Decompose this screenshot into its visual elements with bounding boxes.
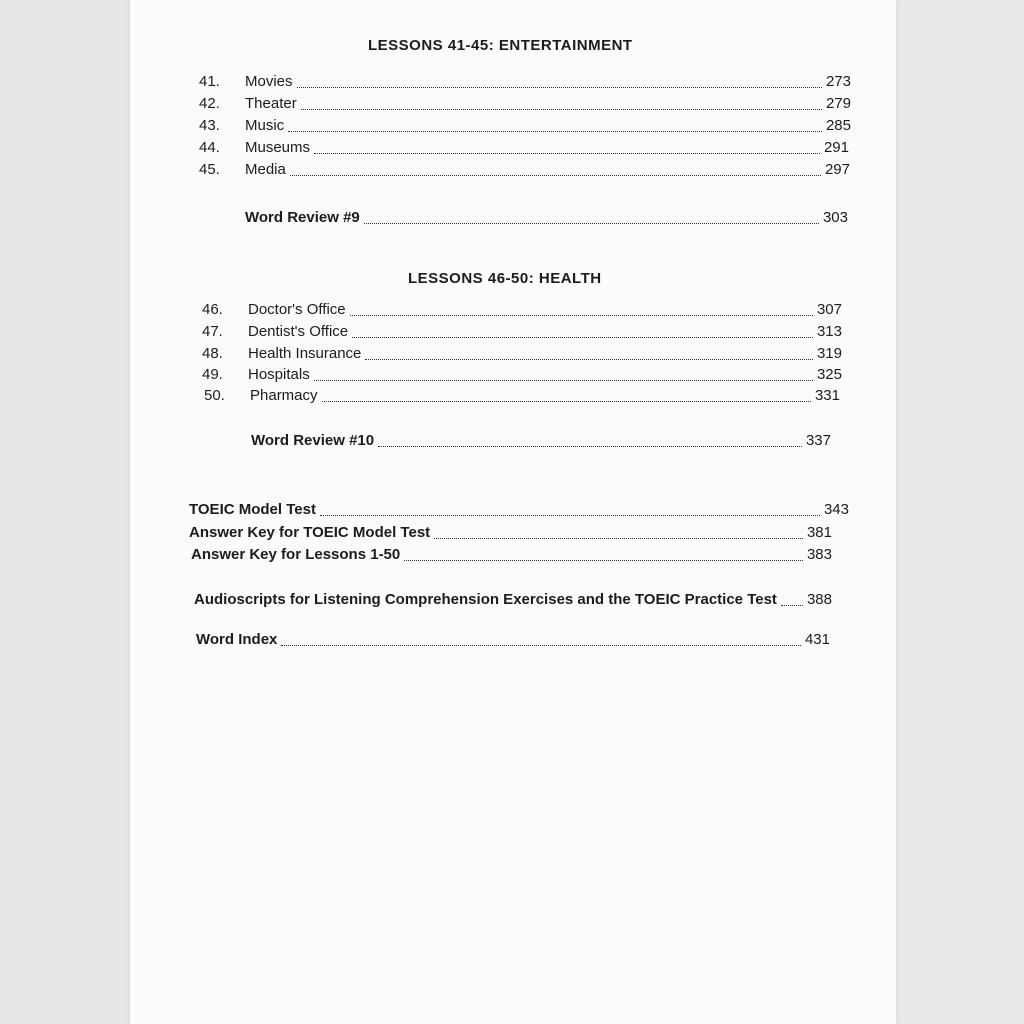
toc-row-42[interactable] [199, 94, 851, 114]
dot-leader [365, 359, 813, 360]
lesson-number: 46. [202, 301, 223, 318]
page-number: 313 [816, 323, 842, 340]
lesson-number: 48. [202, 345, 223, 362]
section-heading-health: LESSONS 46-50: HEALTH [408, 270, 602, 287]
lesson-title: Media [245, 161, 286, 178]
page-number: 431 [804, 631, 830, 648]
toc-row-word-index[interactable] [196, 630, 830, 650]
toc-row-word-review-10[interactable] [251, 431, 831, 451]
page-number: 291 [823, 139, 849, 156]
appendix-title: Answer Key for TOEIC Model Test [189, 524, 431, 541]
lesson-title: Museums [245, 139, 311, 156]
dot-leader [297, 87, 822, 88]
toc-row-41[interactable] [199, 72, 851, 92]
page-number: 279 [825, 95, 851, 112]
toc-row-toeic-model-test[interactable] [189, 500, 849, 520]
dot-leader [352, 337, 813, 338]
page-number: 297 [824, 161, 850, 178]
dot-leader [364, 223, 819, 224]
dot-leader [314, 153, 820, 154]
toc-row-answer-key-lessons[interactable] [191, 545, 832, 565]
dot-leader [314, 380, 813, 381]
lesson-number: 44. [199, 139, 220, 156]
dot-leader [301, 109, 822, 110]
toc-row-46[interactable] [202, 300, 842, 320]
dot-leader [290, 175, 821, 176]
page-number: 285 [825, 117, 851, 134]
lesson-title: Hospitals [248, 366, 310, 383]
lesson-number: 50. [204, 387, 225, 404]
dot-leader [434, 538, 803, 539]
toc-row-43[interactable] [199, 116, 851, 136]
lesson-number: 42. [199, 95, 220, 112]
lesson-title: Music [245, 117, 285, 134]
toc-row-49[interactable] [202, 365, 842, 385]
lesson-number: 49. [202, 366, 223, 383]
toc-row-47[interactable] [202, 322, 842, 342]
page-number: 303 [822, 209, 848, 226]
page-number: 381 [806, 524, 832, 541]
dot-leader [378, 446, 802, 447]
page-number: 383 [806, 546, 832, 563]
review-title: Word Review #9 [245, 209, 360, 226]
dot-leader [281, 645, 801, 646]
lesson-number: 45. [199, 161, 220, 178]
lesson-title: Theater [245, 95, 297, 112]
dot-leader [404, 560, 803, 561]
page-number: 337 [805, 432, 831, 449]
page-number: 388 [806, 591, 832, 608]
lesson-number: 47. [202, 323, 223, 340]
appendix-title: Word Index [196, 631, 278, 648]
book-page [130, 0, 896, 1024]
toc-row-48[interactable] [202, 344, 842, 364]
review-title: Word Review #10 [251, 432, 375, 449]
right-margin [896, 0, 1024, 1024]
toc-row-answer-key-model-test[interactable] [189, 523, 832, 543]
appendix-title: TOEIC Model Test [189, 501, 316, 518]
section-heading-entertainment: LESSONS 41-45: ENTERTAINMENT [368, 37, 633, 54]
page-number: 319 [816, 345, 842, 362]
appendix-title: Audioscripts for Listening Comprehension Exercises and the TOEIC Practice Test [194, 591, 777, 608]
dot-leader [288, 131, 822, 132]
page-number: 343 [823, 501, 849, 518]
dot-leader [350, 315, 813, 316]
dot-leader [781, 605, 803, 606]
page-number: 331 [814, 387, 840, 404]
lesson-number: 43. [199, 117, 220, 134]
lesson-title: Pharmacy [250, 387, 318, 404]
page-number: 307 [816, 301, 842, 318]
dot-leader [322, 401, 811, 402]
page-number: 273 [825, 73, 851, 90]
lesson-title: Movies [245, 73, 293, 90]
lesson-title: Health Insurance [248, 345, 362, 362]
page-number: 325 [816, 366, 842, 383]
toc-row-45[interactable] [199, 160, 850, 180]
toc-row-44[interactable] [199, 138, 849, 158]
appendix-title: Answer Key for Lessons 1-50 [191, 546, 401, 563]
left-margin [0, 0, 130, 1024]
lesson-title: Dentist's Office [248, 323, 349, 340]
toc-row-audioscripts[interactable] [194, 590, 832, 610]
dot-leader [320, 515, 820, 516]
lesson-number: 41. [199, 73, 220, 90]
toc-row-word-review-9[interactable] [245, 208, 848, 228]
toc-row-50[interactable] [204, 386, 840, 406]
lesson-title: Doctor's Office [248, 301, 346, 318]
